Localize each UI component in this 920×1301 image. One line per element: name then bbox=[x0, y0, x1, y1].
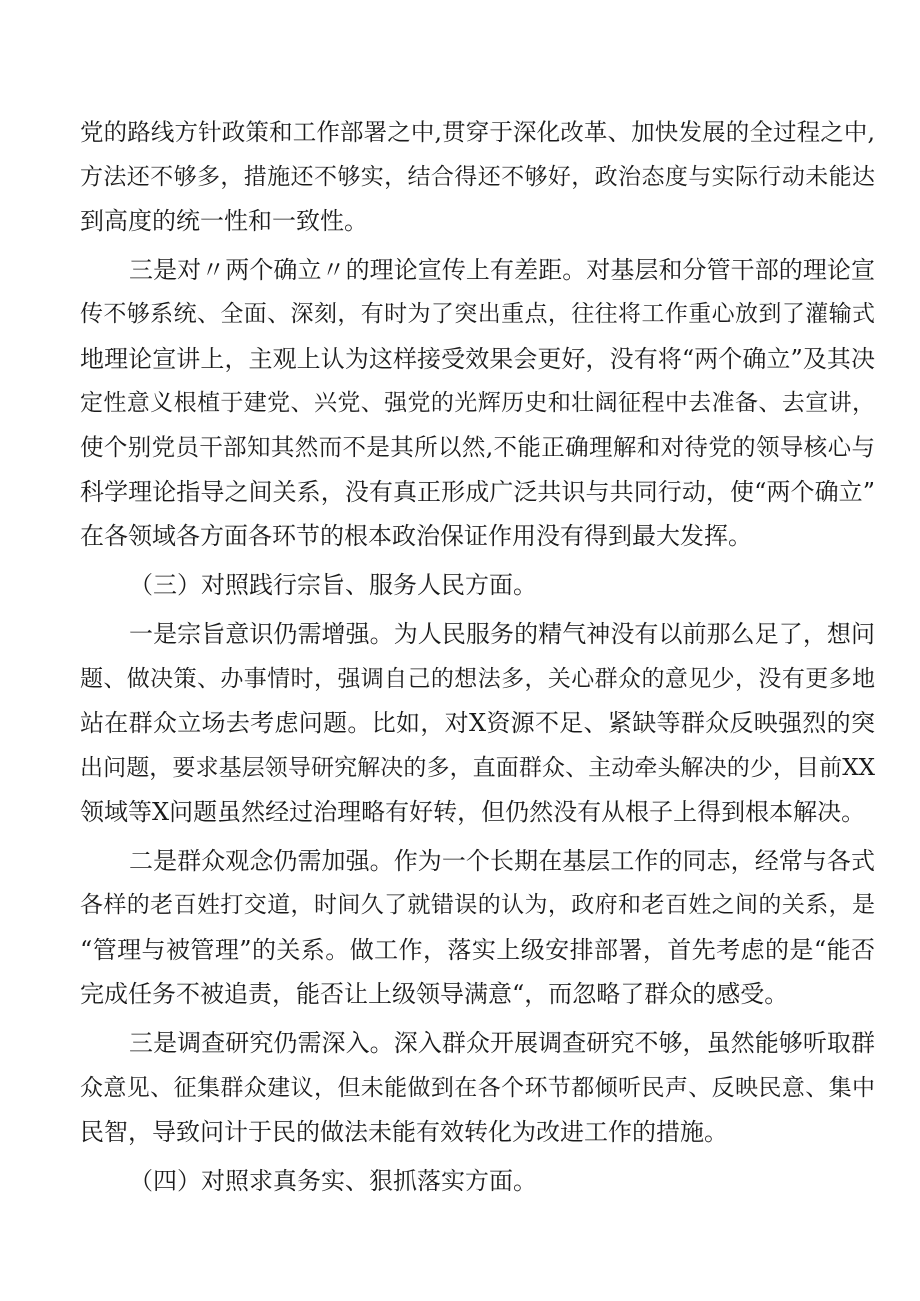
paragraph-line: 领域等X问题虽然经过治理略有好转，但仍然没有从根子上得到根本解决。 bbox=[80, 798, 866, 826]
paragraph-line: 党的路线方针政策和工作部署之中,贯穿于深化改革、加快发展的全过程之中, bbox=[80, 118, 875, 146]
paragraph-line: “管理与被管理”的关系。做工作，落实上级安排部署，首先考虑的是“能否 bbox=[80, 936, 875, 964]
paragraph-line: 在各领域各方面各环节的根本政治保证作用没有得到最大发挥。 bbox=[80, 522, 752, 550]
paragraph-line: 众意见、征集群众建议，但未能做到在各个环节都倾听民声、反映民意、集中 bbox=[80, 1075, 875, 1101]
paragraph-line: 民智，导致问计于民的做法未能有效转化为改进工作的措施。 bbox=[80, 1118, 728, 1146]
paragraph-line: 各样的老百姓打交道，时间久了就错误的认为，政府和老百姓之间的关系，是 bbox=[80, 892, 875, 918]
paragraph-line: 三是对〃两个确立〃的理论宣传上有差距。对基层和分管干部的理论宣 bbox=[129, 256, 875, 284]
paragraph-line: 方法还不够多，措施还不够实，结合得还不够好，政治态度与实际行动未能达 bbox=[80, 164, 875, 190]
paragraph-line: 站在群众立场去考虑问题。比如，对X资源不足、紧缺等群众反映强烈的突 bbox=[80, 709, 875, 737]
paragraph-line: 到高度的统一性和一致性。 bbox=[80, 207, 368, 235]
paragraph-line: 题、做决策、办事情时，强调自己的想法多，关心群众的意见少，没有更多地 bbox=[80, 666, 875, 692]
paragraph-line: 定性意义根植于建党、兴党、强党的光辉历史和壮阔征程中去准备、去宣讲， bbox=[80, 390, 875, 416]
section-heading: （三）对照践行宗旨、服务人民方面。 bbox=[129, 571, 537, 599]
paragraph-line: 完成任务不被追责，能否让上级领导满意“，而忽略了群众的感受。 bbox=[80, 980, 789, 1008]
paragraph-line: 地理论宣讲上，主观上认为这样接受效果会更好，没有将“两个确立”及其决 bbox=[80, 345, 875, 373]
paragraph-line: 二是群众观念仍需加强。作为一个长期在基层工作的同志，经常与各式 bbox=[129, 847, 875, 875]
paragraph-line: 三是调查研究仍需深入。深入群众开展调查研究不够，虽然能够听取群 bbox=[129, 1029, 875, 1057]
paragraph-line: 出问题，要求基层领导研究解决的多，直面群众、主动牵头解决的少，目前XX bbox=[80, 755, 875, 781]
paragraph-line: 使个别党员干部知其然而不是其所以然,不能正确理解和对待党的领导核心与 bbox=[80, 433, 875, 461]
paragraph-line: 一是宗旨意识仍需增强。为人民服务的精气神没有以前那么足了，想问 bbox=[129, 620, 875, 648]
paragraph-line: 科学理论指导之间关系，没有真正形成广泛共识与共同行动，使“两个确立” bbox=[80, 478, 875, 506]
section-heading: （四）对照求真务实、狠抓落实方面。 bbox=[129, 1167, 537, 1195]
paragraph-line: 传不够系统、全面、深刻，有时为了突出重点，往往将工作重心放到了灌输式 bbox=[80, 301, 875, 327]
